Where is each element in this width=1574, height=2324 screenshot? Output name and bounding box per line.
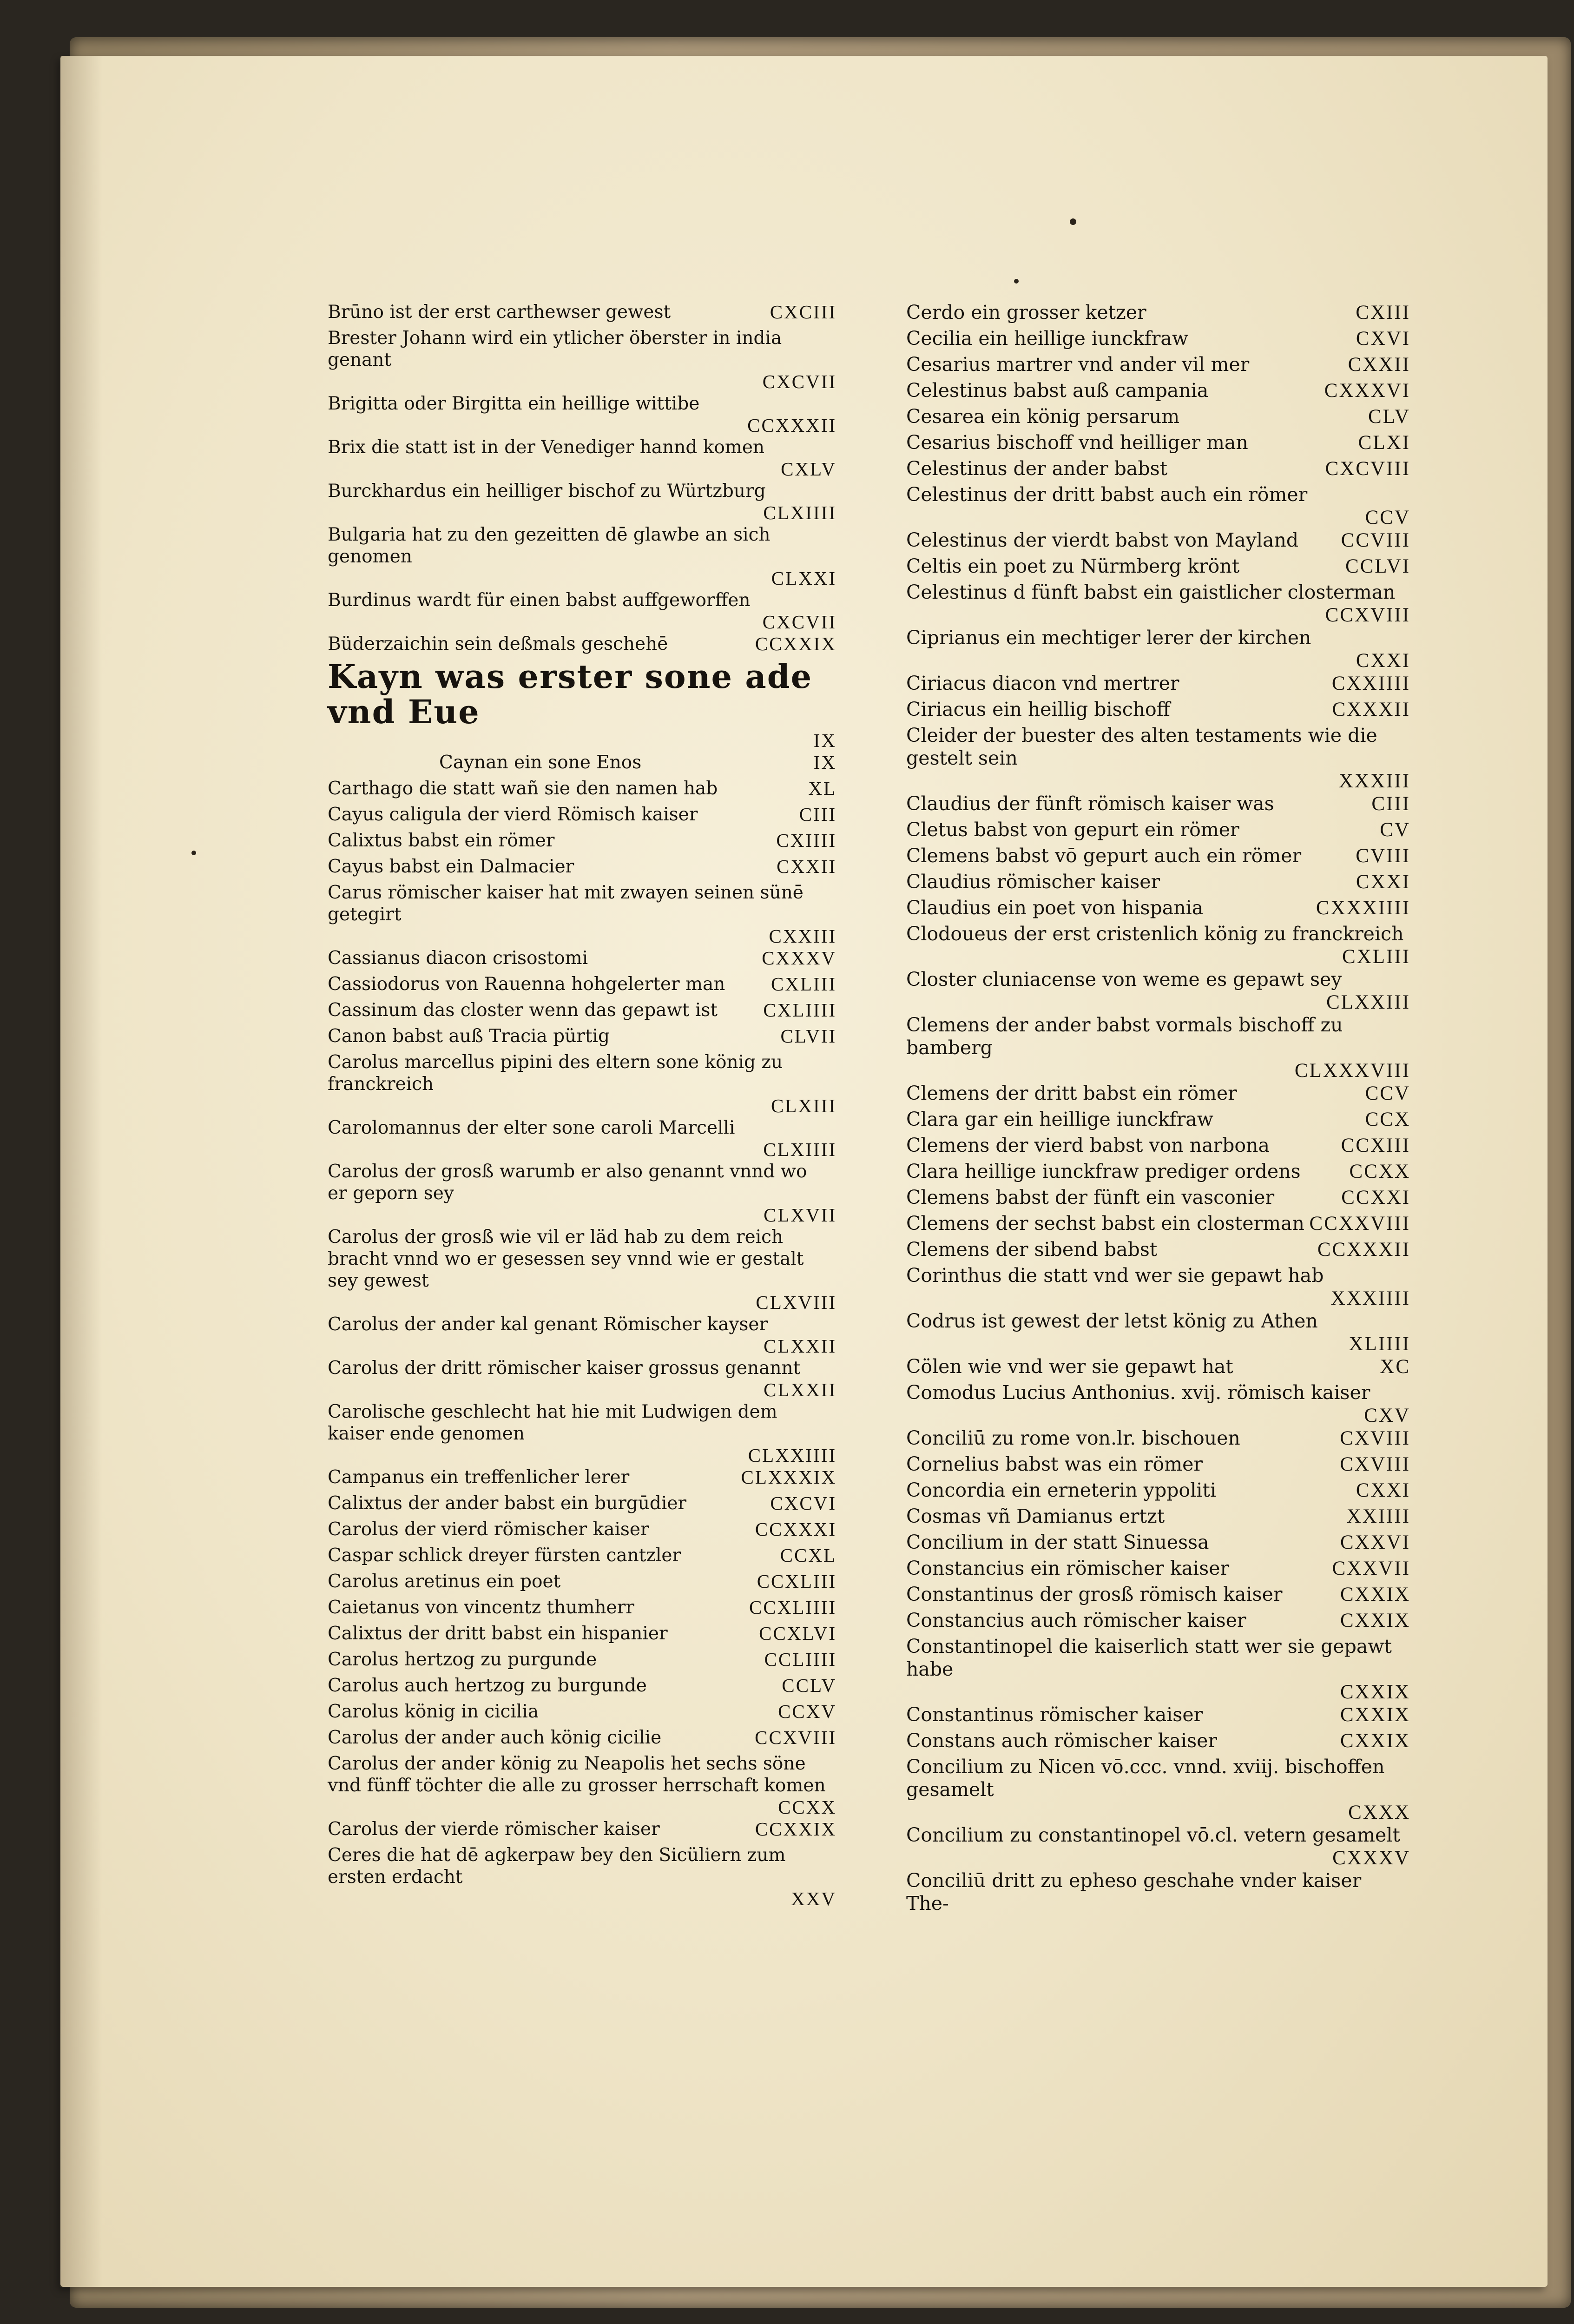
- index-entry: [906, 1730, 1410, 1756]
- entry-text: Cletus babst von gepurt ein römer: [906, 819, 1239, 841]
- entry-folio-number: CXCVI: [770, 1492, 836, 1514]
- entry-folio-number: CCXLIII: [757, 1571, 836, 1592]
- entry-folio-number: CXXXII: [1332, 699, 1410, 720]
- entry-text: Carolus der dritt römischer kaiser grossus genannt: [328, 1358, 801, 1379]
- entry-folio-number: IX: [813, 730, 836, 751]
- entry-text: Burckhardus ein heilliger bischof zu Würtzburg: [328, 481, 766, 502]
- index-entry: [328, 1844, 836, 1910]
- index-entry: [328, 659, 836, 752]
- entry-folio-number: CXXIII: [769, 925, 836, 947]
- entry-text: Cleider der buester des alten testaments wie die gestelt sein: [906, 724, 1377, 769]
- index-entry: [906, 1082, 1410, 1108]
- entry-text: Cecilia ein heillige iunckfraw: [906, 327, 1188, 350]
- entry-folio-number: CXIIII: [776, 830, 836, 851]
- entry-text: Cerdo ein grosser ketzer: [906, 301, 1146, 324]
- index-entry: [906, 1824, 1410, 1869]
- index-column-left: [328, 301, 836, 1910]
- index-entry: [906, 581, 1410, 627]
- entry-text: Claudius römischer kaiser: [906, 871, 1160, 893]
- index-entry: [328, 1226, 836, 1314]
- entry-folio-number: CLXIIII: [763, 502, 836, 523]
- entry-folio-number: CXXI: [1356, 871, 1410, 893]
- entry-text: Büderzaichin sein deßmals geschehē: [328, 634, 668, 654]
- entry-folio-number: CLXXXVIII: [1294, 1060, 1410, 1082]
- entry-folio-number: CXLIIII: [763, 999, 836, 1021]
- entry-text: Concordia ein erneterin yppoliti: [906, 1479, 1216, 1501]
- index-entry: [906, 1609, 1410, 1635]
- entry-folio-number: CLXXXIX: [741, 1466, 836, 1488]
- entry-folio-number: CIII: [799, 804, 836, 825]
- index-entry: [906, 1160, 1410, 1186]
- entry-folio-number: CLV: [1368, 406, 1410, 428]
- index-entry: [328, 778, 836, 804]
- entry-text: Cornelius babst was ein römer: [906, 1453, 1203, 1475]
- entry-folio-number: CXXIX: [1340, 1584, 1410, 1605]
- index-entry: [328, 1051, 836, 1117]
- entry-folio-number: CLXVIII: [756, 1292, 836, 1313]
- entry-folio-number: CLVII: [780, 1025, 836, 1047]
- entry-text: Kayn was erster sone ade vnd Eue: [328, 657, 813, 731]
- index-entry: [906, 1355, 1410, 1381]
- entry-text: Calixtus babst ein römer: [328, 830, 555, 851]
- entry-text: Celestinus der dritt babst auch ein römer: [906, 483, 1308, 506]
- entry-folio-number: CXXII: [777, 856, 836, 877]
- index-entry: [328, 1117, 836, 1161]
- index-entry: [906, 923, 1410, 968]
- entry-folio-number: CCXV: [778, 1701, 836, 1722]
- entry-folio-number: CCXXXII: [747, 415, 836, 436]
- entry-folio-number: CXCVII: [762, 611, 836, 633]
- entry-text: Clemens der sibend babst: [906, 1238, 1158, 1261]
- entry-text: Concilium zu constantinopel vō.cl. vetern gesamelt: [906, 1824, 1400, 1846]
- entry-folio-number: CLXXI: [771, 568, 836, 589]
- entry-text: Clemens der ander babst vormals bischoff zu bamberg: [906, 1014, 1343, 1059]
- entry-text: Constantinopel die kaiserlich statt wer sie gepawt habe: [906, 1635, 1392, 1680]
- entry-text: Calixtus der dritt babst ein hispanier: [328, 1623, 668, 1644]
- entry-text: Cölen wie vnd wer sie gepawt hat: [906, 1355, 1233, 1378]
- index-entry: [328, 1519, 836, 1545]
- index-entry: [906, 871, 1410, 897]
- index-entry: [906, 431, 1410, 457]
- index-entry: [906, 1479, 1410, 1505]
- index-entry: [906, 1557, 1410, 1583]
- entry-folio-number: CXXX: [1348, 1802, 1410, 1823]
- entry-folio-number: CCXX: [1349, 1161, 1410, 1182]
- entry-folio-number: CXXI: [1356, 650, 1410, 672]
- index-entry: [328, 947, 836, 973]
- entry-folio-number: CVIII: [1356, 845, 1410, 867]
- entry-folio-number: CLXXIII: [1326, 991, 1410, 1013]
- index-entry: [328, 1818, 836, 1844]
- entry-text: Celtis ein poet zu Nürmberg krönt: [906, 555, 1240, 577]
- entry-text: Conciliū dritt zu epheso geschahe vnder kaiser The-: [906, 1869, 1362, 1915]
- index-entry: [328, 301, 836, 327]
- index-entry: [328, 1025, 836, 1051]
- ink-speck: [1070, 218, 1076, 225]
- ink-speck: [1014, 279, 1019, 284]
- entry-text: Claudius ein poet von hispania: [906, 897, 1204, 919]
- index-entry: [328, 882, 836, 947]
- index-entry: [906, 1583, 1410, 1609]
- index-entry: [328, 1545, 836, 1571]
- entry-text: Caspar schlick dreyer fürsten cantzler: [328, 1545, 681, 1566]
- entry-text: Brix die statt ist in der Venediger hannd komen: [328, 437, 765, 458]
- index-entry: [328, 1675, 836, 1701]
- entry-text: Cassiodorus von Rauenna hohgelerter man: [328, 974, 725, 995]
- entry-text: Carolus der vierde römischer kaiser: [328, 1819, 660, 1840]
- index-entry: [328, 830, 836, 856]
- entry-text: Carus römischer kaiser hat mit zwayen seinen sünē getegirt: [328, 882, 803, 925]
- entry-text: Carolus der grosß wie vil er läd hab zu dem reich bracht vnnd wo er gesessen sey vnnd wie er gestalt sey gewest: [328, 1227, 804, 1291]
- gutter-shadow: [60, 56, 102, 2287]
- entry-folio-number: XXV: [791, 1888, 836, 1909]
- index-entry: [906, 379, 1410, 405]
- index-entry: [328, 1314, 836, 1357]
- index-entry: [328, 804, 836, 830]
- entry-text: Caietanus von vincentz thumherr: [328, 1597, 634, 1618]
- entry-text: Codrus ist gewest der letst könig zu Athen: [906, 1310, 1318, 1332]
- entry-folio-number: CXXVI: [1340, 1532, 1410, 1553]
- index-entry: [328, 589, 836, 633]
- entry-folio-number: CXCVII: [762, 371, 836, 392]
- index-entry: [906, 1453, 1410, 1479]
- entry-folio-number: XLIIII: [1349, 1333, 1410, 1355]
- index-entry: [906, 301, 1410, 327]
- index-entry: [328, 1701, 836, 1727]
- entry-folio-number: CCV: [1365, 507, 1410, 528]
- index-entry: [328, 1357, 836, 1401]
- entry-folio-number: CXXIIII: [1331, 673, 1410, 694]
- entry-folio-number: CLXVII: [764, 1204, 836, 1226]
- entry-text: Caynan ein sone Enos: [439, 752, 642, 773]
- index-entry: [906, 1238, 1410, 1264]
- entry-text: Campanus ein treffenlicher lerer: [328, 1467, 630, 1488]
- entry-folio-number: CCXXXI: [755, 1519, 836, 1540]
- entry-text: Calixtus der ander babst ein burgūdier: [328, 1493, 687, 1514]
- index-entry: [906, 457, 1410, 483]
- entry-folio-number: CXXII: [1348, 354, 1410, 376]
- entry-folio-number: CXCIII: [770, 301, 836, 323]
- entry-text: Clara gar ein heillige iunckfraw: [906, 1108, 1213, 1130]
- entry-text: Closter cluniacense von weme es gepawt sey: [906, 968, 1342, 990]
- index-entry: [328, 1649, 836, 1675]
- index-entry: [906, 1014, 1410, 1082]
- index-entry: [906, 672, 1410, 698]
- entry-folio-number: CLXXII: [764, 1335, 836, 1357]
- index-entry: [906, 353, 1410, 379]
- entry-text: Conciliū zu rome von.lr. bischouen: [906, 1427, 1240, 1449]
- index-entry: [906, 1310, 1410, 1355]
- entry-folio-number: CXVI: [1356, 328, 1410, 350]
- entry-text: Ciriacus ein heillig bischoff: [906, 698, 1170, 720]
- entry-text: Clodoueus der erst cristenlich könig zu franckreich: [906, 923, 1404, 945]
- entry-folio-number: CXIII: [1356, 302, 1410, 324]
- entry-folio-number: CCLVI: [1345, 555, 1410, 577]
- index-entry: [906, 1756, 1410, 1824]
- entry-folio-number: CXCVIII: [1325, 458, 1410, 480]
- entry-folio-number: CLXIII: [771, 1095, 836, 1116]
- entry-folio-number: CCXIII: [1341, 1135, 1410, 1156]
- entry-text: Carolus hertzog zu purgunde: [328, 1649, 597, 1670]
- entry-folio-number: CXXIX: [1340, 1730, 1410, 1752]
- entry-text: Brigitta oder Birgitta ein heillige wittibe: [328, 393, 700, 414]
- entry-folio-number: CCVIII: [1341, 529, 1410, 551]
- index-entry: [906, 1869, 1410, 1915]
- index-entry: [328, 633, 836, 659]
- entry-text: Constantinus römischer kaiser: [906, 1703, 1203, 1726]
- entry-folio-number: CCXL: [780, 1545, 836, 1566]
- entry-folio-number: CV: [1380, 819, 1410, 841]
- entry-folio-number: CXXIX: [1340, 1704, 1410, 1726]
- entry-text: Concilium in der statt Sinuessa: [906, 1531, 1209, 1553]
- entry-text: Burdinus wardt für einen babst auffgeworffen: [328, 590, 751, 611]
- entry-folio-number: CCXVIII: [1325, 604, 1410, 626]
- entry-folio-number: CXXXVI: [1324, 380, 1410, 402]
- entry-folio-number: CXXXV: [1332, 1847, 1410, 1869]
- entry-folio-number: CLXXIIII: [748, 1445, 836, 1466]
- index-entry: [906, 555, 1410, 581]
- entry-folio-number: CCXXI: [1341, 1187, 1410, 1208]
- entry-folio-number: CLXIIII: [763, 1139, 836, 1160]
- entry-text: Brūno ist der erst carthewser gewest: [328, 302, 671, 323]
- index-entry: [328, 1161, 836, 1226]
- index-entry: [906, 1427, 1410, 1453]
- entry-folio-number: CCXXXII: [1317, 1239, 1410, 1261]
- index-entry: [328, 999, 836, 1025]
- index-entry: [906, 1505, 1410, 1531]
- index-entry: [906, 627, 1410, 672]
- entry-folio-number: CCLV: [782, 1675, 836, 1696]
- entry-folio-number: CXLV: [781, 458, 836, 480]
- index-column-right: [906, 301, 1410, 1915]
- index-entry: [328, 480, 836, 524]
- entry-folio-number: CXXVII: [1332, 1558, 1410, 1579]
- entry-text: Comodus Lucius Anthonius. xvij. römisch kaiser: [906, 1381, 1370, 1404]
- entry-text: Clemens babst vō gepurt auch ein römer: [906, 845, 1302, 867]
- entry-folio-number: XXIIII: [1346, 1505, 1410, 1527]
- index-entry: [906, 1134, 1410, 1160]
- entry-folio-number: CXXXV: [762, 947, 836, 969]
- index-entry: [906, 327, 1410, 353]
- entry-folio-number: XXXIII: [1338, 770, 1410, 792]
- entry-text: Clemens der sechst babst ein closterman: [906, 1212, 1304, 1235]
- entry-text: Cesarius bischoff vnd heilliger man: [906, 431, 1248, 454]
- index-entry: [906, 529, 1410, 555]
- index-entry: [328, 1597, 836, 1623]
- entry-text: Ceres die hat dē agkerpaw bey den Sicüliern zum ersten erdacht: [328, 1845, 786, 1888]
- index-entry: [328, 524, 836, 589]
- entry-text: Carolus auch hertzog zu burgunde: [328, 1675, 647, 1696]
- entry-text: Cesarius martrer vnd ander vil mer: [906, 353, 1250, 376]
- index-entry: [906, 792, 1410, 819]
- entry-text: Clemens der dritt babst ein römer: [906, 1082, 1237, 1104]
- ink-speck: [191, 851, 196, 855]
- index-entry: [328, 1466, 836, 1492]
- entry-text: Cosmas vñ Damianus ertzt: [906, 1505, 1165, 1527]
- entry-text: Cassianus diacon crisostomi: [328, 948, 588, 969]
- entry-text: Carolus der ander könig zu Neapolis het sechs söne vnd fünff töchter die alle zu grosser herrschaft komen: [328, 1753, 826, 1796]
- index-entry: [328, 436, 836, 480]
- entry-folio-number: CXV: [1364, 1405, 1410, 1426]
- entry-text: Constantinus der grosß römisch kaiser: [906, 1583, 1283, 1605]
- index-entry: [906, 968, 1410, 1014]
- entry-text: Concilium zu Nicen vō.ccc. vnnd. xviij. bischoffen gesamelt: [906, 1756, 1385, 1801]
- entry-folio-number: CXXIX: [1340, 1610, 1410, 1631]
- entry-text: Claudius der fünft römisch kaiser was: [906, 792, 1274, 815]
- entry-text: Constancius ein römischer kaiser: [906, 1557, 1230, 1579]
- index-entry: [328, 327, 836, 393]
- entry-text: Celestinus der vierdt babst von Mayland: [906, 529, 1299, 551]
- index-entry: [906, 1703, 1410, 1730]
- index-entry: [328, 973, 836, 999]
- index-entry: [328, 1401, 836, 1466]
- entry-text: Carolus der grosß warumb er also genannt vnnd wo er geporn sey: [328, 1161, 807, 1204]
- entry-folio-number: IX: [813, 752, 836, 773]
- entry-folio-number: XL: [808, 778, 836, 799]
- entry-folio-number: CXXXIIII: [1316, 897, 1410, 919]
- index-entry: [906, 1531, 1410, 1557]
- entry-text: Corinthus die statt vnd wer sie gepawt hab: [906, 1264, 1324, 1287]
- entry-folio-number: CXXIX: [1340, 1681, 1410, 1703]
- index-entry: [328, 1571, 836, 1597]
- index-entry: [906, 483, 1410, 529]
- entry-folio-number: CLXI: [1358, 432, 1410, 454]
- index-entry: [906, 1635, 1410, 1703]
- entry-folio-number: CCXXIX: [755, 1818, 836, 1840]
- index-entry: [328, 1492, 836, 1519]
- entry-folio-number: CXVIII: [1340, 1427, 1410, 1449]
- entry-folio-number: CCX: [1365, 1109, 1410, 1130]
- entry-folio-number: CCXLIIII: [749, 1597, 836, 1618]
- entry-text: Clemens der vierd babst von narbona: [906, 1134, 1270, 1156]
- index-entry: [328, 1623, 836, 1649]
- entry-folio-number: CCXXVIII: [1309, 1213, 1410, 1235]
- entry-text: Carolische geschlecht hat hie mit Ludwigen dem kaiser ende genomen: [328, 1401, 777, 1444]
- index-entry: [328, 393, 836, 436]
- entry-folio-number: CCXVIII: [755, 1727, 836, 1748]
- entry-text: Ciriacus diacon vnd mertrer: [906, 672, 1179, 694]
- entry-text: Celestinus babst auß campania: [906, 379, 1209, 402]
- index-entry: [328, 1753, 836, 1818]
- entry-text: Cassinum das closter wenn das gepawt ist: [328, 1000, 718, 1021]
- entry-text: Brester Johann wird ein ytlicher öberster in india genant: [328, 328, 782, 370]
- entry-text: Carolomannus der elter sone caroli Marcelli: [328, 1117, 735, 1138]
- index-entry: [906, 845, 1410, 871]
- entry-folio-number: CLXXII: [764, 1379, 836, 1400]
- entry-folio-number: XC: [1380, 1356, 1410, 1378]
- entry-text: Celestinus d fünft babst ein gaistlicher closterman: [906, 581, 1396, 603]
- entry-text: Cayus caligula der vierd Römisch kaiser: [328, 804, 698, 825]
- index-entry: [328, 752, 836, 778]
- index-entry: [906, 1264, 1410, 1310]
- entry-text: Cesarea ein könig persarum: [906, 405, 1180, 428]
- entry-text: Carolus der vierd römischer kaiser: [328, 1519, 649, 1540]
- entry-folio-number: CCXLVI: [759, 1623, 836, 1644]
- index-entry: [906, 1212, 1410, 1238]
- index-entry: [906, 1108, 1410, 1134]
- entry-text: Carolus könig in cicilia: [328, 1701, 539, 1722]
- index-entry: [906, 819, 1410, 845]
- entry-text: Bulgaria hat zu den gezeitten dē glawbe an sich genomen: [328, 524, 771, 567]
- entry-folio-number: CCXXIX: [755, 633, 836, 654]
- index-entry: [328, 856, 836, 882]
- entry-text: Celestinus der ander babst: [906, 457, 1168, 480]
- entry-text: Ciprianus ein mechtiger lerer der kirchen: [906, 627, 1311, 649]
- index-entry: [906, 1186, 1410, 1212]
- entry-folio-number: CXLIII: [1342, 946, 1410, 968]
- entry-text: Clemens babst der fünft ein vasconier: [906, 1186, 1275, 1208]
- entry-text: Canon babst auß Tracia pürtig: [328, 1026, 610, 1047]
- entry-folio-number: CCXX: [778, 1796, 836, 1818]
- entry-text: Carolus aretinus ein poet: [328, 1571, 561, 1592]
- entry-text: Carolus marcellus pipini des eltern sone könig zu franckreich: [328, 1052, 783, 1095]
- entry-folio-number: CCLIIII: [764, 1649, 836, 1670]
- entry-text: Cayus babst ein Dalmacier: [328, 856, 574, 877]
- entry-folio-number: CIII: [1371, 793, 1410, 815]
- entry-text: Constancius auch römischer kaiser: [906, 1609, 1246, 1631]
- index-entry: [906, 897, 1410, 923]
- entry-text: Carthago die statt wañ sie den namen hab: [328, 778, 718, 799]
- index-entry: [906, 724, 1410, 792]
- index-entry: [906, 405, 1410, 431]
- entry-text: Carolus der ander kal genant Römischer kayser: [328, 1314, 768, 1335]
- entry-text: Constans auch römischer kaiser: [906, 1730, 1218, 1752]
- entry-text: Carolus der ander auch könig cicilie: [328, 1727, 662, 1748]
- entry-folio-number: CXVIII: [1340, 1453, 1410, 1475]
- entry-folio-number: CXXI: [1356, 1479, 1410, 1501]
- index-entry: [906, 698, 1410, 724]
- entry-folio-number: CXLIII: [771, 973, 836, 995]
- entry-text: Clara heillige iunckfraw prediger ordens: [906, 1160, 1301, 1182]
- index-entry: [328, 1727, 836, 1753]
- index-entry: [906, 1381, 1410, 1427]
- entry-folio-number: XXXIIII: [1330, 1287, 1410, 1309]
- entry-folio-number: CCV: [1365, 1083, 1410, 1104]
